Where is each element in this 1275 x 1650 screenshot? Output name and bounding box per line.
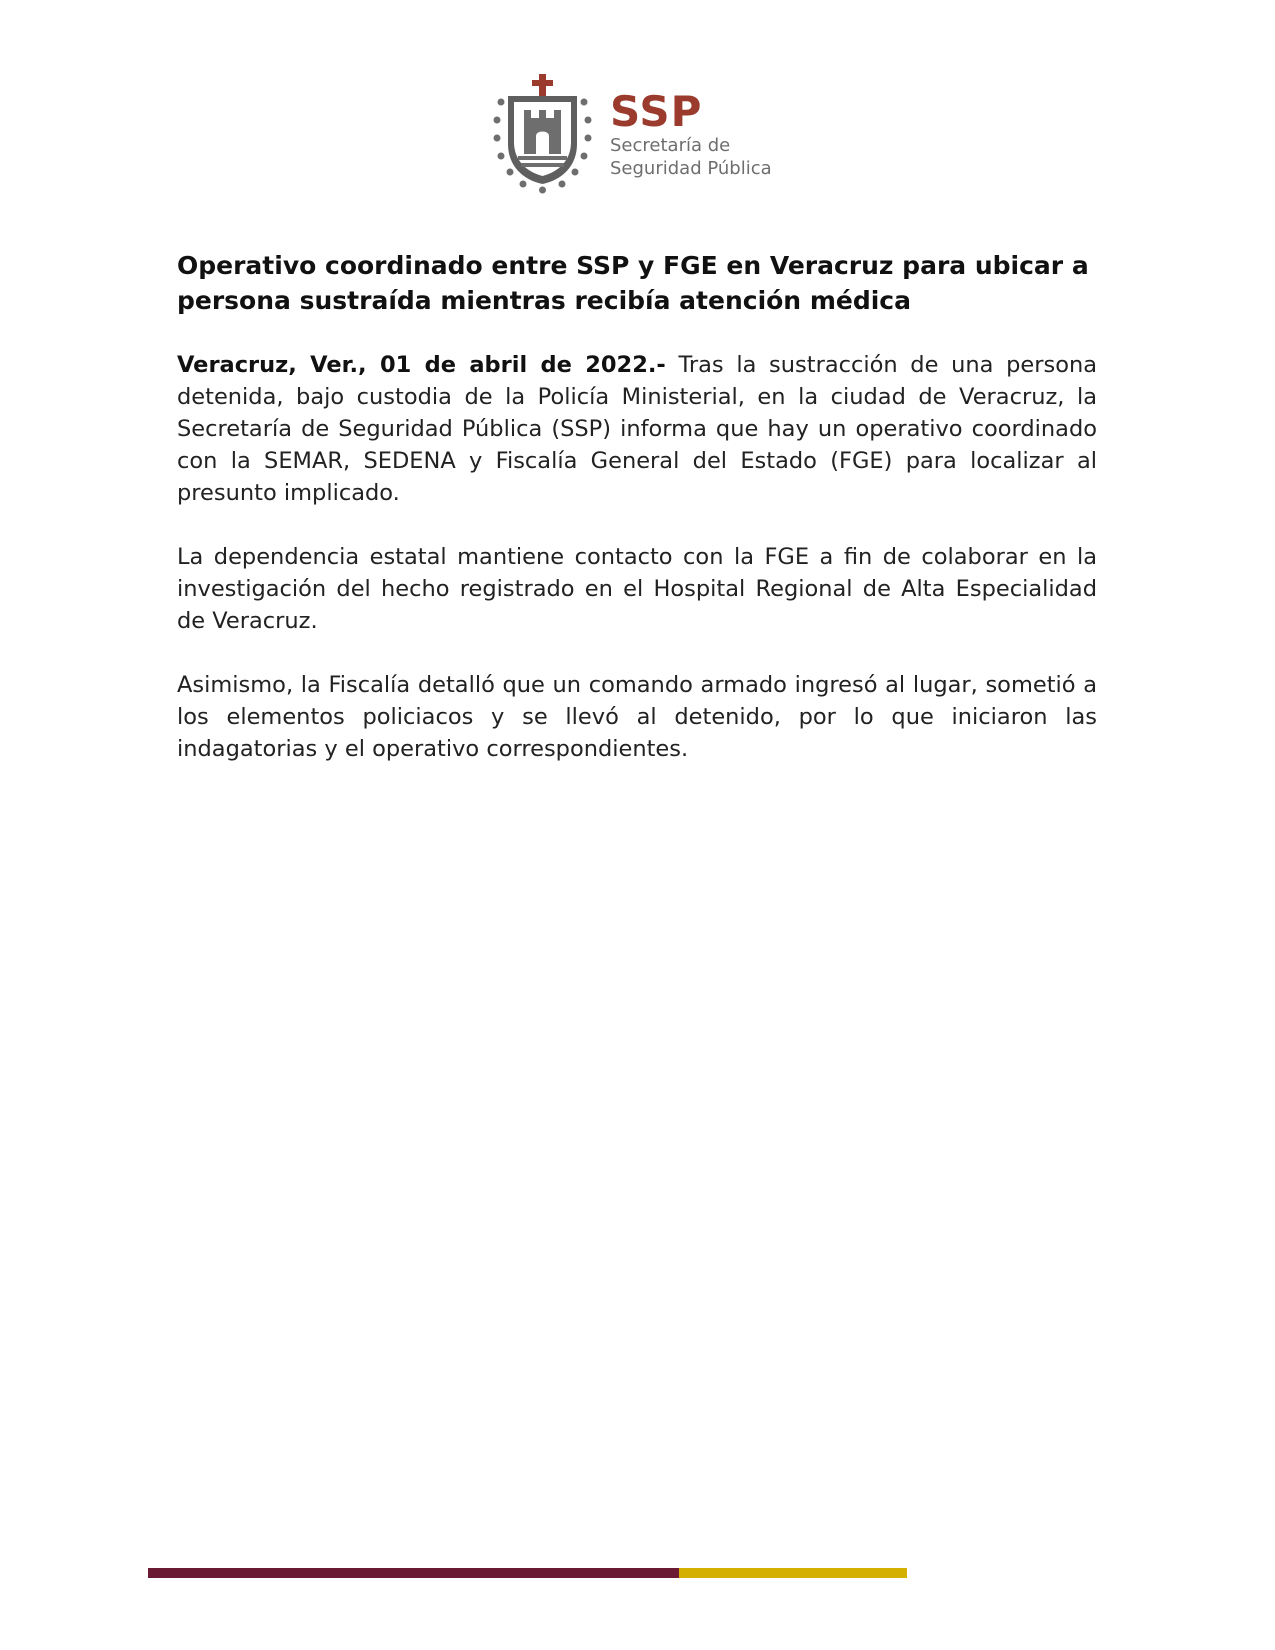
logo-name-line-2: Seguridad Pública bbox=[610, 158, 772, 179]
footer-bar-maroon bbox=[148, 1568, 679, 1578]
logo-text bbox=[610, 87, 772, 180]
veracruz-coat-of-arms-icon bbox=[490, 72, 595, 198]
paragraph-3: Asimismo, la Fiscalía detalló que un comando armado ingresó al lugar, sometió a los elementos policiacos y se llevó al detenido, por lo que iniciaron las indagatorias y el operativo correspondientes. bbox=[177, 672, 1097, 762]
dateline: Veracruz, Ver., 01 de abril de 2022.- bbox=[177, 352, 666, 378]
logo-abbreviation: SSP bbox=[610, 87, 703, 136]
ssp-logo bbox=[490, 72, 810, 198]
paragraph-1 bbox=[177, 349, 1097, 509]
press-release-title: Operativo coordinado entre SSP y FGE en Veracruz para ubicar a persona sustraída mientras recibía atención médica bbox=[177, 251, 1089, 315]
paragraph-1-text: Tras la sustracción de una persona detenida, bajo custodia de la Policía Ministerial, en la ciudad de Veracruz, la Secretaría de Seguridad Pública (SSP) informa que hay un operativo coordinado con la SEMAR, SEDENA y Fiscalía General del Estado (FGE) para localizar al presunto implicado. bbox=[177, 352, 1098, 506]
paragraph-2: La dependencia estatal mantiene contacto con la FGE a fin de colaborar en la investigación del hecho registrado en el Hospital Regional de Alta Especialidad de Veracruz. bbox=[177, 544, 1097, 634]
footer-bar-gold bbox=[679, 1568, 907, 1578]
press-release bbox=[177, 248, 1097, 765]
logo-name-line-1: Secretaría de bbox=[610, 135, 731, 156]
